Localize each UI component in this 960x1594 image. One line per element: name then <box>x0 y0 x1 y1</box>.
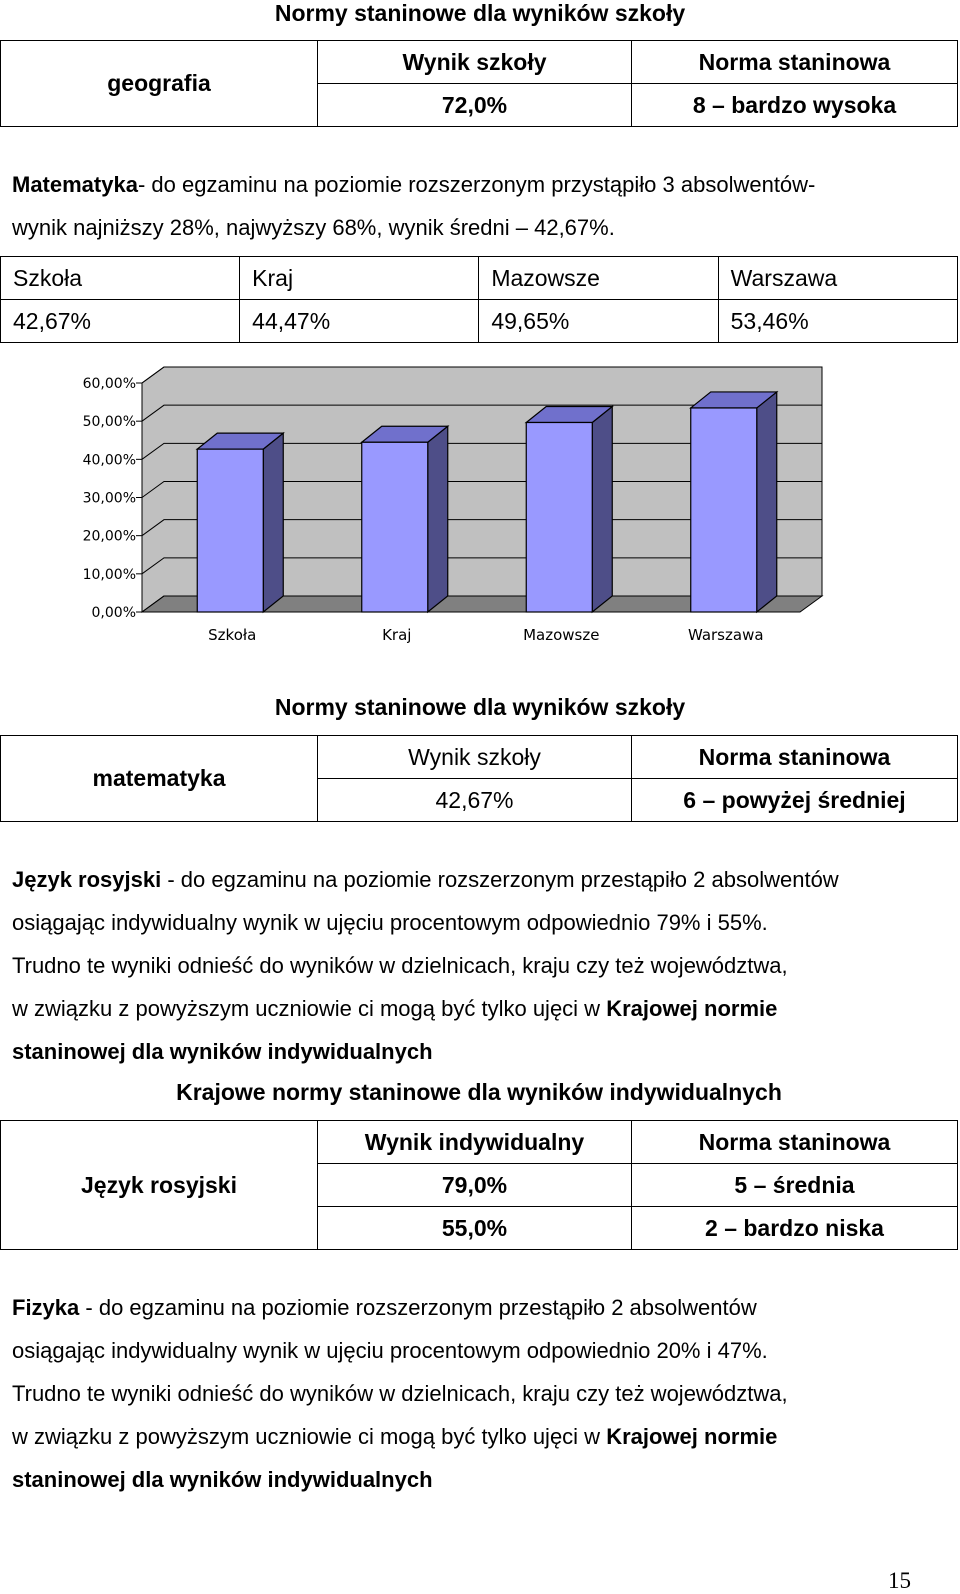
ros-p3: Trudno te wyniki odnieść do wyników w dzielnicach, kraju czy też województwa, <box>12 953 788 978</box>
geo-value-cell: 72,0% <box>318 84 632 127</box>
fiz-p4-rest: w związku z powyższym uczniowie ci mogą być tylko ujęci w <box>12 1424 601 1449</box>
chart-bar <box>197 449 263 612</box>
mat-value-warszawa: 53,46% <box>718 300 957 343</box>
fiz-p5-bold: staninowej dla wyników indywidualnych <box>12 1467 433 1492</box>
chart-y-tick-label: 20,00% <box>82 528 136 545</box>
mat-comparison-table <box>0 256 958 343</box>
geo-col1-header: Wynik szkoły <box>318 41 632 84</box>
mat-value-kraj: 44,47% <box>240 300 479 343</box>
chart-y-tick-label: 0,00% <box>91 605 136 621</box>
mat-subject-cell: matematyka <box>1 736 318 822</box>
ros-row1-norm: 5 – średnia <box>632 1164 958 1207</box>
mat-value-cell: 42,67% <box>318 779 632 822</box>
ros-p2: osiągając indywidualny wynik w ujęciu procentowym odpowiednio 79% i 55%. <box>12 910 768 935</box>
ros-p4-rest: w związku z powyższym uczniowie ci mogą być tylko ujęci w <box>12 996 601 1021</box>
fiz-p1-rest: - do egzaminu na poziomie rozszerzonym przestąpiło 2 absolwentów <box>85 1295 757 1320</box>
ros-p5-bold: staninowej dla wyników indywidualnych <box>12 1039 433 1064</box>
mat-table-title: Normy staninowe dla wyników szkoły <box>274 694 686 720</box>
ros-subject-cell: Język rosyjski <box>1 1121 318 1250</box>
chart-bar <box>691 408 757 612</box>
chart-bar <box>526 423 592 612</box>
mat-col2-header: Norma staninowa <box>632 736 958 779</box>
mat-norm-cell: 6 – powyżej średniej <box>632 779 958 822</box>
mat-value-mazowsze: 49,65% <box>479 300 718 343</box>
ros-p1-rest: - do egzaminu na poziomie rozszerzonym przestąpiło 2 absolwentów <box>167 867 839 892</box>
fiz-paragraph <box>12 1286 957 1501</box>
chart-bar-side <box>592 407 612 612</box>
chart-y-tick-label: 50,00% <box>82 414 136 431</box>
chart-bar <box>362 442 428 612</box>
ros-row2-value: 55,0% <box>318 1207 632 1250</box>
mat-intro-line2: wynik najniższy 28%, najwyższy 68%, wynik średni – 42,67%. <box>12 215 615 240</box>
chart-x-tick-label: Warszawa <box>687 626 764 644</box>
chart-bar-side <box>757 392 777 612</box>
chart-bar-side <box>428 426 448 612</box>
ros-row1-value: 79,0% <box>318 1164 632 1207</box>
chart-x-tick-label: Mazowsze <box>523 626 600 644</box>
geo-subject-cell: geografia <box>1 41 318 127</box>
chart-x-tick-label: Kraj <box>382 626 412 644</box>
chart-y-tick-label: 10,00% <box>82 566 136 583</box>
fiz-p3: Trudno te wyniki odnieść do wyników w dzielnicach, kraju czy też województwa, <box>12 1381 788 1406</box>
mat-value-szkola: 42,67% <box>1 300 240 343</box>
ros-p4-bold: Krajowej normie <box>606 996 778 1021</box>
fiz-p2: osiągając indywidualny wynik w ujęciu procentowym odpowiednio 20% i 47%. <box>12 1338 768 1363</box>
mat-col1-header: Wynik szkoły <box>318 736 632 779</box>
ros-col2-header: Norma staninowa <box>632 1121 958 1164</box>
ros-col1-header: Wynik indywidualny <box>318 1121 632 1164</box>
mat-intro-bold: Matematyka <box>12 172 138 197</box>
fiz-p1-bold: Fizyka <box>12 1295 80 1320</box>
mat-header-szkola: Szkoła <box>1 257 240 300</box>
chart-x-tick-label: Szkoła <box>208 626 257 644</box>
mat-bar-chart <box>0 350 960 660</box>
geo-stanine-table <box>0 40 958 127</box>
geo-table-title: Normy staninowe dla wyników szkoły <box>274 0 686 26</box>
chart-y-tick-label: 30,00% <box>82 490 136 507</box>
fiz-p4-bold: Krajowej normie <box>606 1424 778 1449</box>
ros-paragraph <box>12 858 957 1073</box>
geo-col2-header: Norma staninowa <box>632 41 958 84</box>
ros-table-title: Krajowe normy staninowe dla wyników indywidualnych <box>176 1079 782 1105</box>
mat-header-kraj: Kraj <box>240 257 479 300</box>
mat-header-mazowsze: Mazowsze <box>479 257 718 300</box>
mat-intro-rest: - do egzaminu na poziomie rozszerzonym przystąpiło 3 absolwentów- <box>137 172 816 197</box>
ros-stanine-table <box>0 1120 958 1250</box>
geo-norm-cell: 8 – bardzo wysoka <box>632 84 958 127</box>
mat-stanine-table <box>0 735 958 822</box>
mat-intro <box>12 163 957 249</box>
ros-row2-norm: 2 – bardzo niska <box>632 1207 958 1250</box>
chart-bar-side <box>263 433 283 612</box>
ros-p1-bold: Język rosyjski <box>12 867 162 892</box>
chart-y-tick-label: 60,00% <box>82 376 136 392</box>
chart-y-tick-label: 40,00% <box>82 452 136 469</box>
mat-header-warszawa: Warszawa <box>718 257 957 300</box>
page-number: 15 <box>888 1568 911 1593</box>
